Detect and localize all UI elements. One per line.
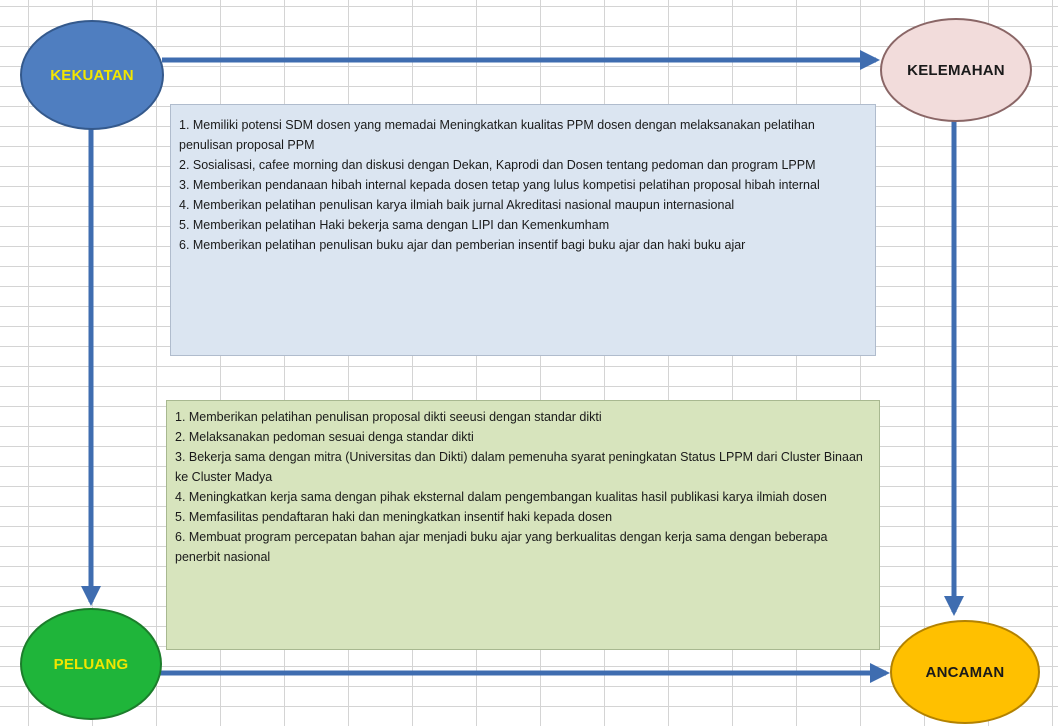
strategy-1-item: 2. Sosialisasi, cafee morning dan diskusi dengan Dekan, Kaprodi dan Dosen tentang pedoman dan program LPPM (179, 158, 816, 172)
strategy-1-item: 6. Memberikan pelatihan penulisan buku ajar dan pemberian insentif bagi buku ajar dan haki buku ajar (179, 238, 746, 252)
node-kelemahan: KELEMAHAN (880, 18, 1032, 122)
strategy-box-1 (170, 104, 876, 356)
strategy-2-item: 3. Bekerja sama dengan mitra (Universitas dan Dikti) dalam pemenuha syarat peningkatan Status LPPM dari Cluster Binaan ke Cluster Madya (175, 450, 863, 484)
strategy-2-item: 5. Memfasilitas pendaftaran haki dan meningkatkan insentif haki kepada dosen (175, 510, 613, 524)
strategy-1-item: 5. Memberikan pelatihan Haki bekerja sama dengan LIPI dan Kemenkumham (179, 218, 610, 232)
strategy-box-2 (166, 400, 880, 650)
node-peluang: PELUANG (20, 608, 162, 720)
node-kekuatan: KEKUATAN (20, 20, 164, 130)
strategy-2-item: 4. Meningkatkan kerja sama dengan pihak eksternal dalam pengembangan kualitas hasil publikasi karya ilmiah dosen (175, 490, 827, 504)
node-ancaman: ANCAMAN (890, 620, 1040, 724)
strategy-2-item: 2. Melaksanakan pedoman sesuai denga standar dikti (175, 430, 474, 444)
strategy-2-item: 1. Memberikan pelatihan penulisan proposal dikti seeusi dengan standar dikti (175, 410, 602, 424)
strategy-2-item: 6. Membuat program percepatan bahan ajar menjadi buku ajar yang berkualitas dengan kerja sama dengan beberapa penerbit nasional (175, 530, 828, 564)
strategy-1-item: 1. Memiliki potensi SDM dosen yang memadai Meningkatkan kualitas PPM dosen dengan melaksanakan pelatihan penulisan proposal PPM (179, 118, 815, 152)
strategy-1-item: 3. Memberikan pendanaan hibah internal kepada dosen tetap yang lulus kompetisi pelatihan proposal hibah internal (179, 178, 820, 192)
strategy-1-item: 4. Memberikan pelatihan penulisan karya ilmiah baik jurnal Akreditasi nasional maupun internasional (179, 198, 735, 212)
